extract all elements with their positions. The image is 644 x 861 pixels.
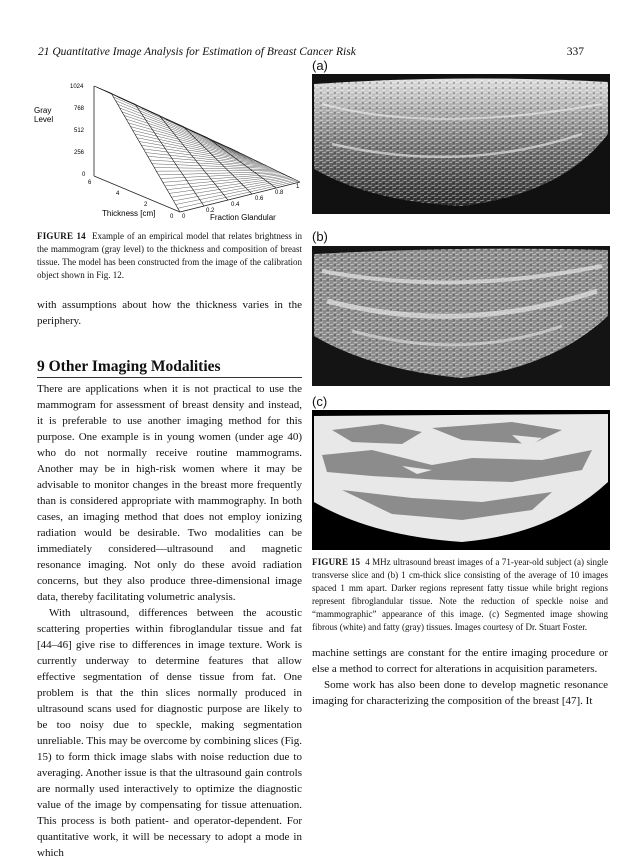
surface-mesh-line bbox=[122, 112, 242, 154]
z-tick-label: 768 bbox=[74, 106, 85, 112]
running-header: 21 Quantitative Image Analysis for Estimation of Breast Cancer Risk bbox=[38, 46, 356, 58]
fraction-tick-label: 0.8 bbox=[275, 190, 284, 196]
figure-15-caption bbox=[312, 556, 608, 634]
paragraph: There are applications when it is not practical to use the mammogram for assessment of breast density and instead, it is preferable to use another imaging method for this purpose. One example is in young women (under age 40) who do not normally receive routine mammograms. Another may be in high-risk women where it may be advisable to monitor changes in the breast more frequently than is considered appropriate with mammography. In both cases, an imaging method that does not employ ionizing radiation would be desirable. Two modalities can be immediately considered—ultrasound and magnetic resonance imaging. Not only do these avoid radiation concerns, but they also produce three-dimensional image data, thereby facilitating volumetric analysis. bbox=[37, 383, 302, 603]
figure-14-label: FIGURE 14 bbox=[37, 231, 86, 241]
surface-mesh-line bbox=[156, 171, 276, 172]
section-rule bbox=[37, 377, 302, 378]
panel-label-b: (b) bbox=[312, 229, 328, 244]
fraction-tick-label: 0 bbox=[182, 214, 186, 220]
figure-15-label: FIGURE 15 bbox=[312, 557, 361, 567]
surface-mesh-line bbox=[137, 138, 257, 161]
thickness-tick-label: 0 bbox=[170, 214, 174, 220]
figure-14-caption-text: Example of an empirical model that relates brightness in the mammogram (gray level) to the thickness and composition of breast tissue. The model has been constructed from the image of the calibration object shown in Fig. 12. bbox=[37, 231, 302, 280]
paragraph: machine settings are constant for the entire imaging procedure or else a method to correct for alterations in acquisition parameters. bbox=[312, 647, 608, 675]
z-axis-label-line1: Gray bbox=[34, 106, 52, 115]
surface-mesh-line bbox=[169, 177, 289, 194]
z-axis bbox=[34, 84, 94, 178]
thickness-tick-label: 6 bbox=[88, 180, 92, 186]
surface-mesh-line bbox=[124, 116, 244, 155]
continuation-text: with assumptions about how the thickness varies in the periphery. bbox=[37, 299, 302, 327]
surface-mesh bbox=[94, 86, 300, 212]
figure-15-caption-text: 4 MHz ultrasound breast images of a 71-year-old subject (a) single transverse slice and (b) 1 cm-thick slice consisting of the average of 10 images spaced 1 mm apart. Darker regions represent fatty tissue while bright regions represent fibroglandular tissue. Note the reduction of speckle noise and “mammographic” appearance of this image. (c) Segmented image showing fibrous (white) and fatty (gray) tissues. Images courtesy of Dr. Stuart Foster. bbox=[312, 557, 609, 632]
right-column-body bbox=[312, 645, 608, 709]
panel-label-a: (a) bbox=[312, 58, 328, 73]
surface-mesh-line bbox=[165, 175, 285, 186]
z-axis-label-line2: Level bbox=[34, 115, 54, 124]
fraction-tick-label: 1 bbox=[296, 184, 300, 190]
surface-mesh-line bbox=[159, 172, 279, 175]
z-tick-label: 512 bbox=[74, 128, 85, 134]
figure-14-surface-plot bbox=[30, 72, 312, 222]
z-tick-label: 256 bbox=[74, 150, 85, 156]
ultrasound-image-a bbox=[312, 74, 610, 214]
surface-mesh-line bbox=[171, 178, 291, 197]
surface-mesh-line bbox=[128, 123, 248, 157]
page-number: 337 bbox=[566, 46, 584, 58]
thickness-tick-label: 4 bbox=[116, 191, 120, 197]
paragraph: With ultrasound, differences between the acoustic scattering properties within fibroglandular tissue and fat [44–46] give rise to differences in image texture. Work is currently underway to determine features that allow effective segmentation of dense tissue from fat. One problem is that the thin slices normally produced in ultrasound scans used for diagnostic purpose are likely to be too noisy due to speckle, making segmentation unreliable. This may be overcome by combining slices (Fig. 15) to form thick image slabs with noise reduction due to averaging. Another issue is that the ultrasound gain controls are normally used interactively to optimize the diagnostic value of the image by compensating for tissue attenuation. This process is both patient- and operator-dependent. For quantitative work, it will be necessary to adopt a mode in which bbox=[37, 607, 302, 859]
paragraph: Some work has also been done to develop magnetic resonance imaging for characterizing the composition of the breast [47]. It bbox=[312, 679, 608, 707]
z-tick-label: 0 bbox=[82, 172, 86, 178]
continuation-paragraph bbox=[37, 297, 302, 329]
left-column-body bbox=[37, 381, 302, 861]
fraction-tick-label: 0.4 bbox=[231, 202, 240, 208]
surface-mesh-line bbox=[131, 127, 251, 159]
figure-14-caption bbox=[37, 230, 302, 282]
segmented-image-c bbox=[312, 410, 610, 550]
surface-mesh-line bbox=[118, 97, 204, 206]
z-tick-label: 1024 bbox=[70, 84, 84, 90]
fraction-tick-label: 0.6 bbox=[255, 196, 264, 202]
surface-mesh-line bbox=[161, 173, 281, 179]
base-axes bbox=[88, 176, 300, 222]
ultrasound-image-b bbox=[312, 246, 610, 386]
fraction-tick-label: 0.2 bbox=[206, 208, 215, 214]
section-heading: 9 Other Imaging Modalities bbox=[37, 358, 221, 375]
surface-mesh-line bbox=[133, 130, 253, 159]
fraction-axis-label: Fraction Glandular bbox=[210, 213, 276, 222]
panel-label-c: (c) bbox=[312, 394, 328, 409]
surface-mesh-line bbox=[163, 174, 283, 183]
thickness-tick-label: 2 bbox=[144, 202, 148, 208]
thickness-axis-label: Thickness [cm] bbox=[102, 209, 156, 218]
